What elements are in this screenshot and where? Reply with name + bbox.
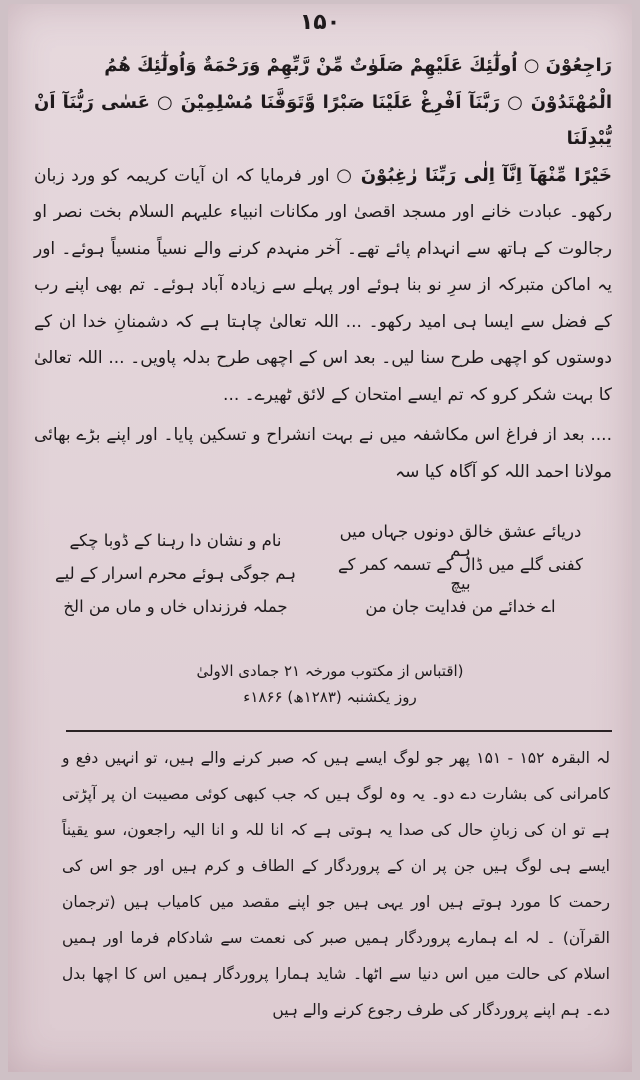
footnotes	[62, 740, 610, 1028]
poem-hemistich: جملہ فرزنداں خاں و ماں من الخ	[63, 597, 288, 616]
document-page	[8, 4, 632, 1072]
poem-hemistich: نام و نشان دا رہنا کے ڈوبا چکے	[69, 531, 282, 550]
source-line: روز یکشنبہ (۱۲۸۳ھ) ۱۸۶۶ء	[243, 688, 417, 706]
source-line: (اقتباس از مکتوب مورخہ ۲۱ جمادی الاولیٰ	[196, 662, 464, 680]
letter-source	[88, 658, 572, 710]
footnote-text: لہ البقرہ ۱۵۲ - ۱۵۱ پھر جو لوگ ایسے ہیں کہ صبر کرنے والے ہیں، تو انہیں دفع و کامرانی کی بشارت دے دو۔ یہ وہ لوگ ہیں کہ جب کبھی کوئی مصیبت ان پر آپڑتی ہے تو ان کی زبانِ حال کی صدا یہ ہوتی ہے کہ انا للہ و انا الیہ راجعون، سو یقیناً ایسے ہی لوگ ہیں جن پر ان کے پروردگار کے الطاف و کرم ہیں اور جو اس کی رحمت کا مورد ہوتے ہیں اور یہی ہیں جو اپنے مقصد میں کامیاب ہیں (ترجمان القرآن) ۔ لہ اے ہمارے پروردگار ہمیں صبر کی نعمت سے شادکام فرما اور ہمیں اسلام کی حالت میں اس دنیا سے اٹھا۔ شاید ہمارا پروردگار ہمیں اس کا اچھا بدل دے۔ ہم اپنے پروردگار کی طرف رجوع کرنے والے ہیں	[62, 749, 611, 1019]
poem-hemistich: اے خدائے من فدایت جان من	[365, 597, 556, 616]
poem-verse	[44, 590, 592, 623]
page-number: ۱۵۰	[299, 10, 341, 35]
poem	[44, 521, 592, 623]
quran-verse-line: الْمُهْتَدُوْنَ ○ رَبَّنَآ اَفْرِغْ عَلَيْنَا صَبْرًا وَّتَوَفَّنَا مُسْلِمِيْنَ ○ عَسٰى رَبُّنَآ اَنْ يُّبْدِلَنَا	[34, 91, 612, 149]
poem-verse	[44, 521, 592, 560]
commentary-paragraph: اور فرمایا کہ ان آیات کریمہ کو ورد زبان رکھو۔ عبادت خانے اور مسجد اقصیٰ اور مکانات انبیاء علیہم السلام بخت نصر او رجالوت کے ہاتھ سے انہدام پائے تھے۔ آخر منہدم کرنے والے نسیاً منسیاً ہوئے۔ اور یہ اماکن متبرکہ از سرِ نو بنا ہوئے اور پہلے سے زیادہ آباد ہوئے۔ تم بھی اپنے رب کے فضل سے ایسا ہی امید رکھو۔ ... اللہ تعالیٰ چاہتا ہے کہ دشمنانِ خدا ان کے دوستوں کو اچھی طرح سنا لیں۔ بعد اس کے اچھی طرح بدلہ پاویں۔ ... اللہ تعالیٰ کا بہت شکر کرو کہ تم ایسے امتحان کے لائق ٹھیرے۔ ...	[34, 165, 612, 405]
main-text	[34, 48, 612, 490]
poem-hemistich: دریائے عشق خالق دونوں جہاں میں ہم	[339, 521, 582, 560]
poem-hemistich: ہم جوگی ہوئے محرم اسرار کے لیے	[55, 564, 296, 583]
footnote-divider	[66, 730, 612, 732]
poem-hemistich: کفنی گلے میں ڈال کے تسمہ کمر کے بیچ	[337, 554, 583, 593]
verse-and-commentary	[34, 158, 612, 414]
reflection-paragraph: .... بعد از فراغ اس مکاشفہ میں نے بہت انشراح و تسکین پایا۔ اور اپنے بڑے بھائی مولانا احمد اللہ کو آگاہ کیا سہ	[34, 425, 612, 482]
poem-verse	[44, 554, 592, 593]
quran-verse-line: رَاجِعُوْنَ ○ اُولٰٓئِكَ عَلَيْهِمْ صَلَوٰتٌ مِّنْ رَّبِّهِمْ وَرَحْمَةٌ وَاُولٰٓئِكَ هُمُ	[104, 55, 612, 76]
quran-verse-line: خَيْرًا مِّنْهَآ اِنَّآ اِلٰى رَبِّنَا رٰغِبُوْنَ ○	[336, 164, 612, 186]
